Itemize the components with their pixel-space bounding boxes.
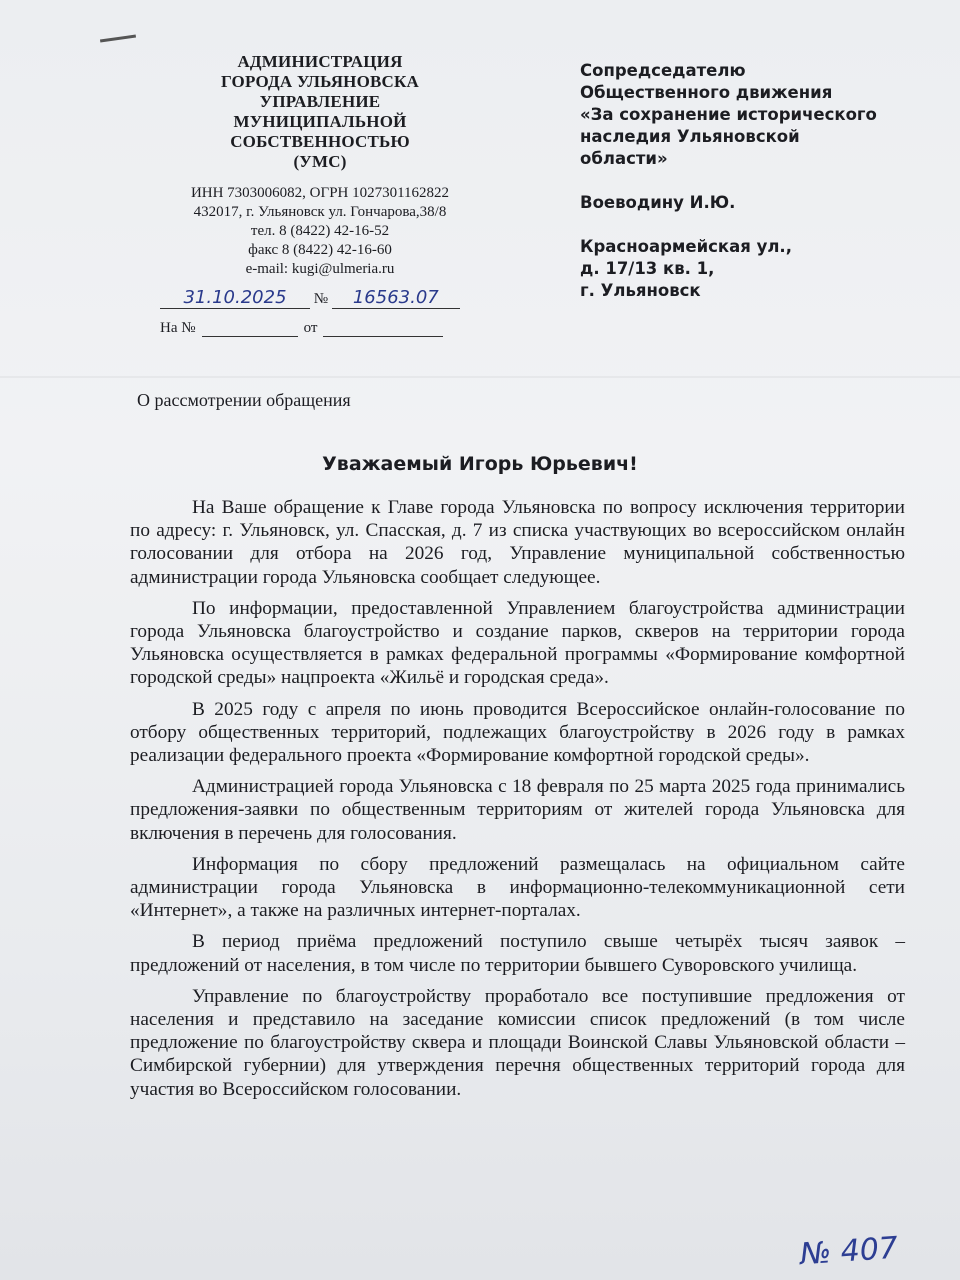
number-sign: №	[313, 291, 329, 307]
pencil-mark	[100, 35, 136, 43]
recipient-line: области»	[580, 149, 668, 168]
reference-from-label: от	[303, 320, 318, 336]
letter-body	[130, 496, 905, 1109]
org-line: СОБСТВЕННОСТЬЮ	[230, 132, 410, 151]
sender-fax: факс 8 (8422) 42-16-60	[248, 242, 392, 258]
handwritten-number: № 407	[798, 1230, 900, 1273]
inn-ogrn: ИНН 7303006082, ОГРН 1027301162822	[190, 185, 450, 201]
sender-phone: тел. 8 (8422) 42-16-52	[250, 223, 390, 239]
spacer	[580, 170, 900, 192]
reference-date-blank	[323, 322, 443, 337]
recipient-line: Сопредседателю	[580, 61, 746, 80]
org-line: УПРАВЛЕНИЕ	[259, 92, 381, 111]
recipient-block	[580, 60, 900, 302]
paper-fold	[0, 376, 960, 378]
sender-contacts	[150, 184, 490, 279]
recipient-address-line: Красноармейская ул.,	[580, 237, 792, 256]
body-paragraph: В период приёма предложений поступило свыше четырёх тысяч заявок – предложений от населения, в том числе по территории бывшего Суворовского училища.	[130, 931, 905, 976]
body-paragraph: По информации, предоставленной Управлением благоустройства администрации города Ульяновска благоустройство и создание парков, скверов на территории города Ульяновска осуществляется в рамках федеральной программы «Формирование комфортной городской среды» нацпроекта «Жильё и городская среда».	[130, 597, 905, 689]
reference-label: На №	[160, 320, 196, 336]
recipient-address-line: г. Ульяновск	[580, 281, 701, 300]
recipient-line: Общественного движения	[580, 83, 833, 102]
registration-date: 31.10.2025	[160, 287, 310, 309]
letter-subject: О рассмотрении обращения	[137, 390, 351, 410]
recipient-line: «За сохранение исторического	[580, 105, 877, 124]
org-line: (УМС)	[293, 152, 347, 171]
org-line: АДМИНИСТРАЦИЯ	[237, 52, 403, 71]
body-paragraph: В 2025 году с апреля по июнь проводится Всероссийское онлайн-голосование по отбору общественных территорий, подлежащих благоустройству в 2026 году в рамках реализации федерального проекта «Формирование комфортной городской среды».	[130, 698, 905, 767]
recipient-line: наследия Ульяновской	[580, 127, 800, 146]
body-paragraph: Управление по благоустройству проработало все поступившие предложения от населения и представило на заседание комиссии список предложений (в том числе предложение по благоустройству сквера и площади Воинской Славы Ульяновской области – Симбирской губернии) для утверждения перечня общественных территорий города для участия во Всероссийском голосовании.	[130, 985, 905, 1100]
letter-greeting: Уважаемый Игорь Юрьевич!	[322, 453, 638, 475]
body-paragraph: Информация по сбору предложений размещалась на официальном сайте администрации города Ульяновска в информационно-телекоммуникационной сети «Интернет», а также на различных интернет-порталах.	[130, 853, 905, 922]
recipient-name: Воеводину И.Ю.	[580, 193, 736, 212]
sender-address: 432017, г. Ульяновск ул. Гончарова,38/8	[193, 204, 447, 220]
body-paragraph: На Ваше обращение к Главе города Ульяновска по вопросу исключения территории по адресу: г. Ульяновск, ул. Спасская, д. 7 из списка участвующих во всероссийском онлайн голосовании для отбора на 2026 год, Управление муниципальной собственностью администрации города Ульяновска сообщает следующее.	[130, 497, 905, 588]
reference-row	[160, 320, 443, 337]
sender-header	[150, 52, 490, 279]
org-line: ГОРОДА УЛЬЯНОВСКА	[220, 72, 420, 91]
recipient-address-line: д. 17/13 кв. 1,	[580, 259, 715, 278]
body-paragraph: Администрацией города Ульяновска с 18 февраля по 25 марта 2025 года принимались предложения-заявки по общественным территориям от жителей города Ульяновска для включения в перечень для голосования.	[130, 776, 905, 844]
registration-row	[160, 287, 460, 309]
registration-number: 16563.07	[332, 287, 460, 309]
org-line: МУНИЦИПАЛЬНОЙ	[233, 112, 407, 131]
reference-number-blank	[202, 322, 298, 337]
sender-email: e-mail: kugi@ulmeria.ru	[245, 261, 395, 277]
spacer	[580, 214, 900, 236]
